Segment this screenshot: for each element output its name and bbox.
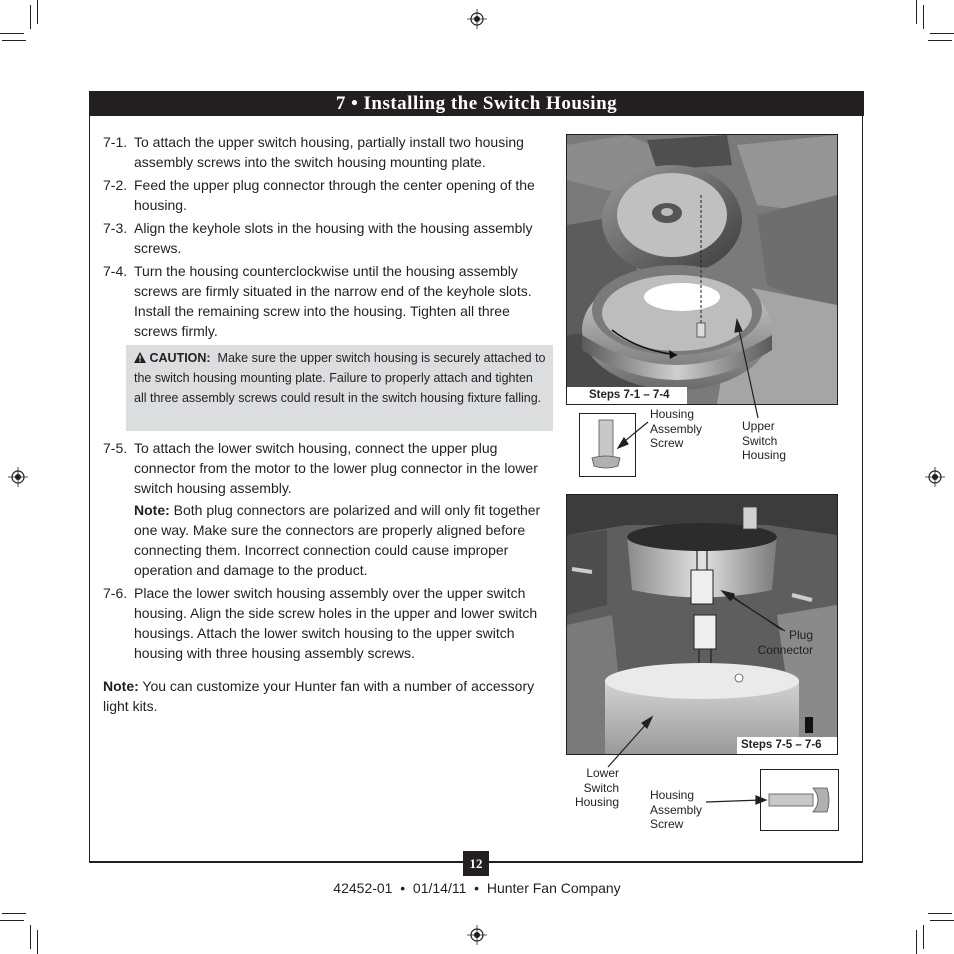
- step-text: Align the keyhole slots in the housing with the housing assembly screws.: [134, 220, 533, 256]
- label-housing-assembly-screw: Housing Assembly Screw: [650, 407, 703, 450]
- footer: 42452-01 • 01/14/11 • Hunter Fan Company: [333, 880, 621, 896]
- note-text: Both plug connectors are polarized and will only fit together one way. Make sure the connectors are properly aligned before connecting them. Incorrect connection could cause improper operation and damage to the product.: [134, 502, 541, 578]
- step-number: 7-4.: [103, 263, 128, 279]
- label-lower-switch-housing: Lower Switch Housing: [574, 766, 619, 809]
- section-title: 7 • Installing the Switch Housing: [89, 91, 864, 116]
- step-text: To attach the upper switch housing, partially install two housing assembly screws into the switch housing mounting plate.: [134, 134, 524, 170]
- figure2-caption: Steps 7-5 – 7-6: [741, 739, 822, 751]
- step-number: 7-3.: [103, 220, 128, 236]
- step-text: To attach the lower switch housing, connect the upper plug connector from the motor to the lower plug connector in the lower switch housing assembly.: [134, 440, 538, 496]
- step-text: Turn the housing counterclockwise until the housing assembly screws are firmly situated in the narrow end of the keyhole slots. Install the remaining screw into the housing. Tighten all three screws firmly.: [134, 263, 532, 339]
- label-upper-switch-housing: Upper Switch Housing: [742, 419, 787, 462]
- caution-label: CAUTION:: [149, 351, 211, 365]
- page-number: 12: [463, 851, 489, 876]
- caution-text: Make sure the upper switch housing is securely attached to the switch housing mounting plate. Failure to properly attach and tighten all three assembly screws could result in the switch housing fixture falling.: [134, 351, 546, 405]
- step-text: Place the lower switch housing assembly over the upper switch housing. Align the side screw holes in the upper and lower switch housings. Attach the lower switch housing to the upper switch housing with three housing assembly screws.: [134, 585, 538, 661]
- label-housing-assembly-screw-2: Housing Assembly Screw: [650, 788, 703, 831]
- figure1-caption: Steps 7-1 – 7-4: [589, 389, 670, 401]
- step-text: Feed the upper plug connector through the center opening of the housing.: [134, 177, 535, 213]
- note-label: Note:: [103, 678, 139, 694]
- note-label: Note:: [134, 502, 170, 518]
- note-text: You can customize your Hunter fan with a number of accessory light kits.: [103, 678, 535, 714]
- step-number: 7-1.: [103, 134, 128, 150]
- step-number: 7-2.: [103, 177, 128, 193]
- step-number: 7-5.: [103, 440, 128, 456]
- step-number: 7-6.: [103, 585, 128, 601]
- label-plug-connector: Plug Connector: [757, 628, 813, 657]
